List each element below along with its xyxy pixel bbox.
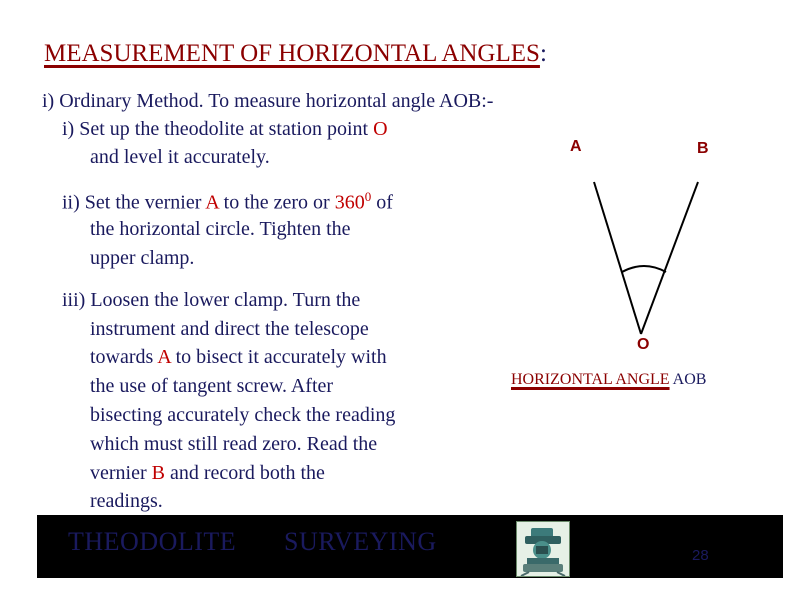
step1-text: i) Set up the theodolite at station point: [62, 118, 374, 140]
step2-line1: [62, 189, 393, 215]
diagram-caption-tail: AOB: [669, 371, 707, 388]
step3-vernier-b: B: [151, 462, 165, 484]
slide-title: [44, 40, 547, 68]
step3-line4: the use of tangent screw. After: [90, 375, 334, 397]
step3-line7: [90, 462, 325, 485]
step3-text-a: towards: [90, 346, 158, 368]
ray-ob: [641, 182, 698, 334]
step2-text-b: to the zero or: [218, 191, 335, 214]
step3-text-c: vernier: [90, 462, 152, 484]
step3-text-d: and record both the: [164, 462, 325, 484]
footer-title-theodolite: THEODOLITE: [68, 527, 237, 556]
step3-line3: [90, 346, 387, 369]
angle-arc: [622, 266, 666, 272]
step2-degree-360: 360: [334, 191, 365, 214]
point-o-label: O: [637, 336, 650, 353]
step1-line2: and level it accurately.: [90, 146, 270, 168]
angle-diagram: [560, 160, 740, 350]
slide-title-text: MEASUREMENT OF HORIZONTAL ANGLES: [44, 40, 540, 67]
footer-title-surveying: SURVEYING: [284, 527, 437, 556]
step3-line5: bisecting accurately check the reading: [90, 404, 396, 426]
step3-text-b: to bisect it accurately with: [170, 346, 387, 368]
step3-target-a: A: [157, 346, 171, 368]
step3-line2: instrument and direct the telescope: [90, 318, 369, 340]
theodolite-image: [516, 521, 570, 577]
slide-title-colon: :: [539, 40, 547, 67]
step1-station-o: O: [373, 118, 388, 140]
step3-line6: which must still read zero. Read the: [90, 433, 378, 455]
ray-oa: [594, 182, 641, 334]
step2-vernier-a: A: [205, 191, 219, 214]
step2-degree-sup: 0: [364, 189, 372, 204]
step1-line1: [62, 118, 388, 141]
step2-line3: upper clamp.: [90, 247, 195, 269]
step2-text-a: ii) Set the vernier: [62, 191, 206, 214]
method-heading: i) Ordinary Method. To measure horizontal angle AOB:-: [42, 90, 494, 112]
step2-text-c: of: [371, 191, 393, 214]
point-a-label: A: [570, 138, 582, 155]
step3-line8: readings.: [90, 490, 163, 512]
theodolite-icon: [517, 522, 569, 576]
step3-line1: iii) Loosen the lower clamp. Turn the: [62, 289, 361, 311]
diagram-caption-main: HORIZONTAL ANGLE: [511, 371, 670, 388]
page-number: 28: [692, 547, 709, 564]
point-b-label: B: [697, 140, 709, 157]
diagram-caption: [511, 371, 706, 389]
step2-line2: the horizontal circle. Tighten the: [90, 218, 351, 240]
